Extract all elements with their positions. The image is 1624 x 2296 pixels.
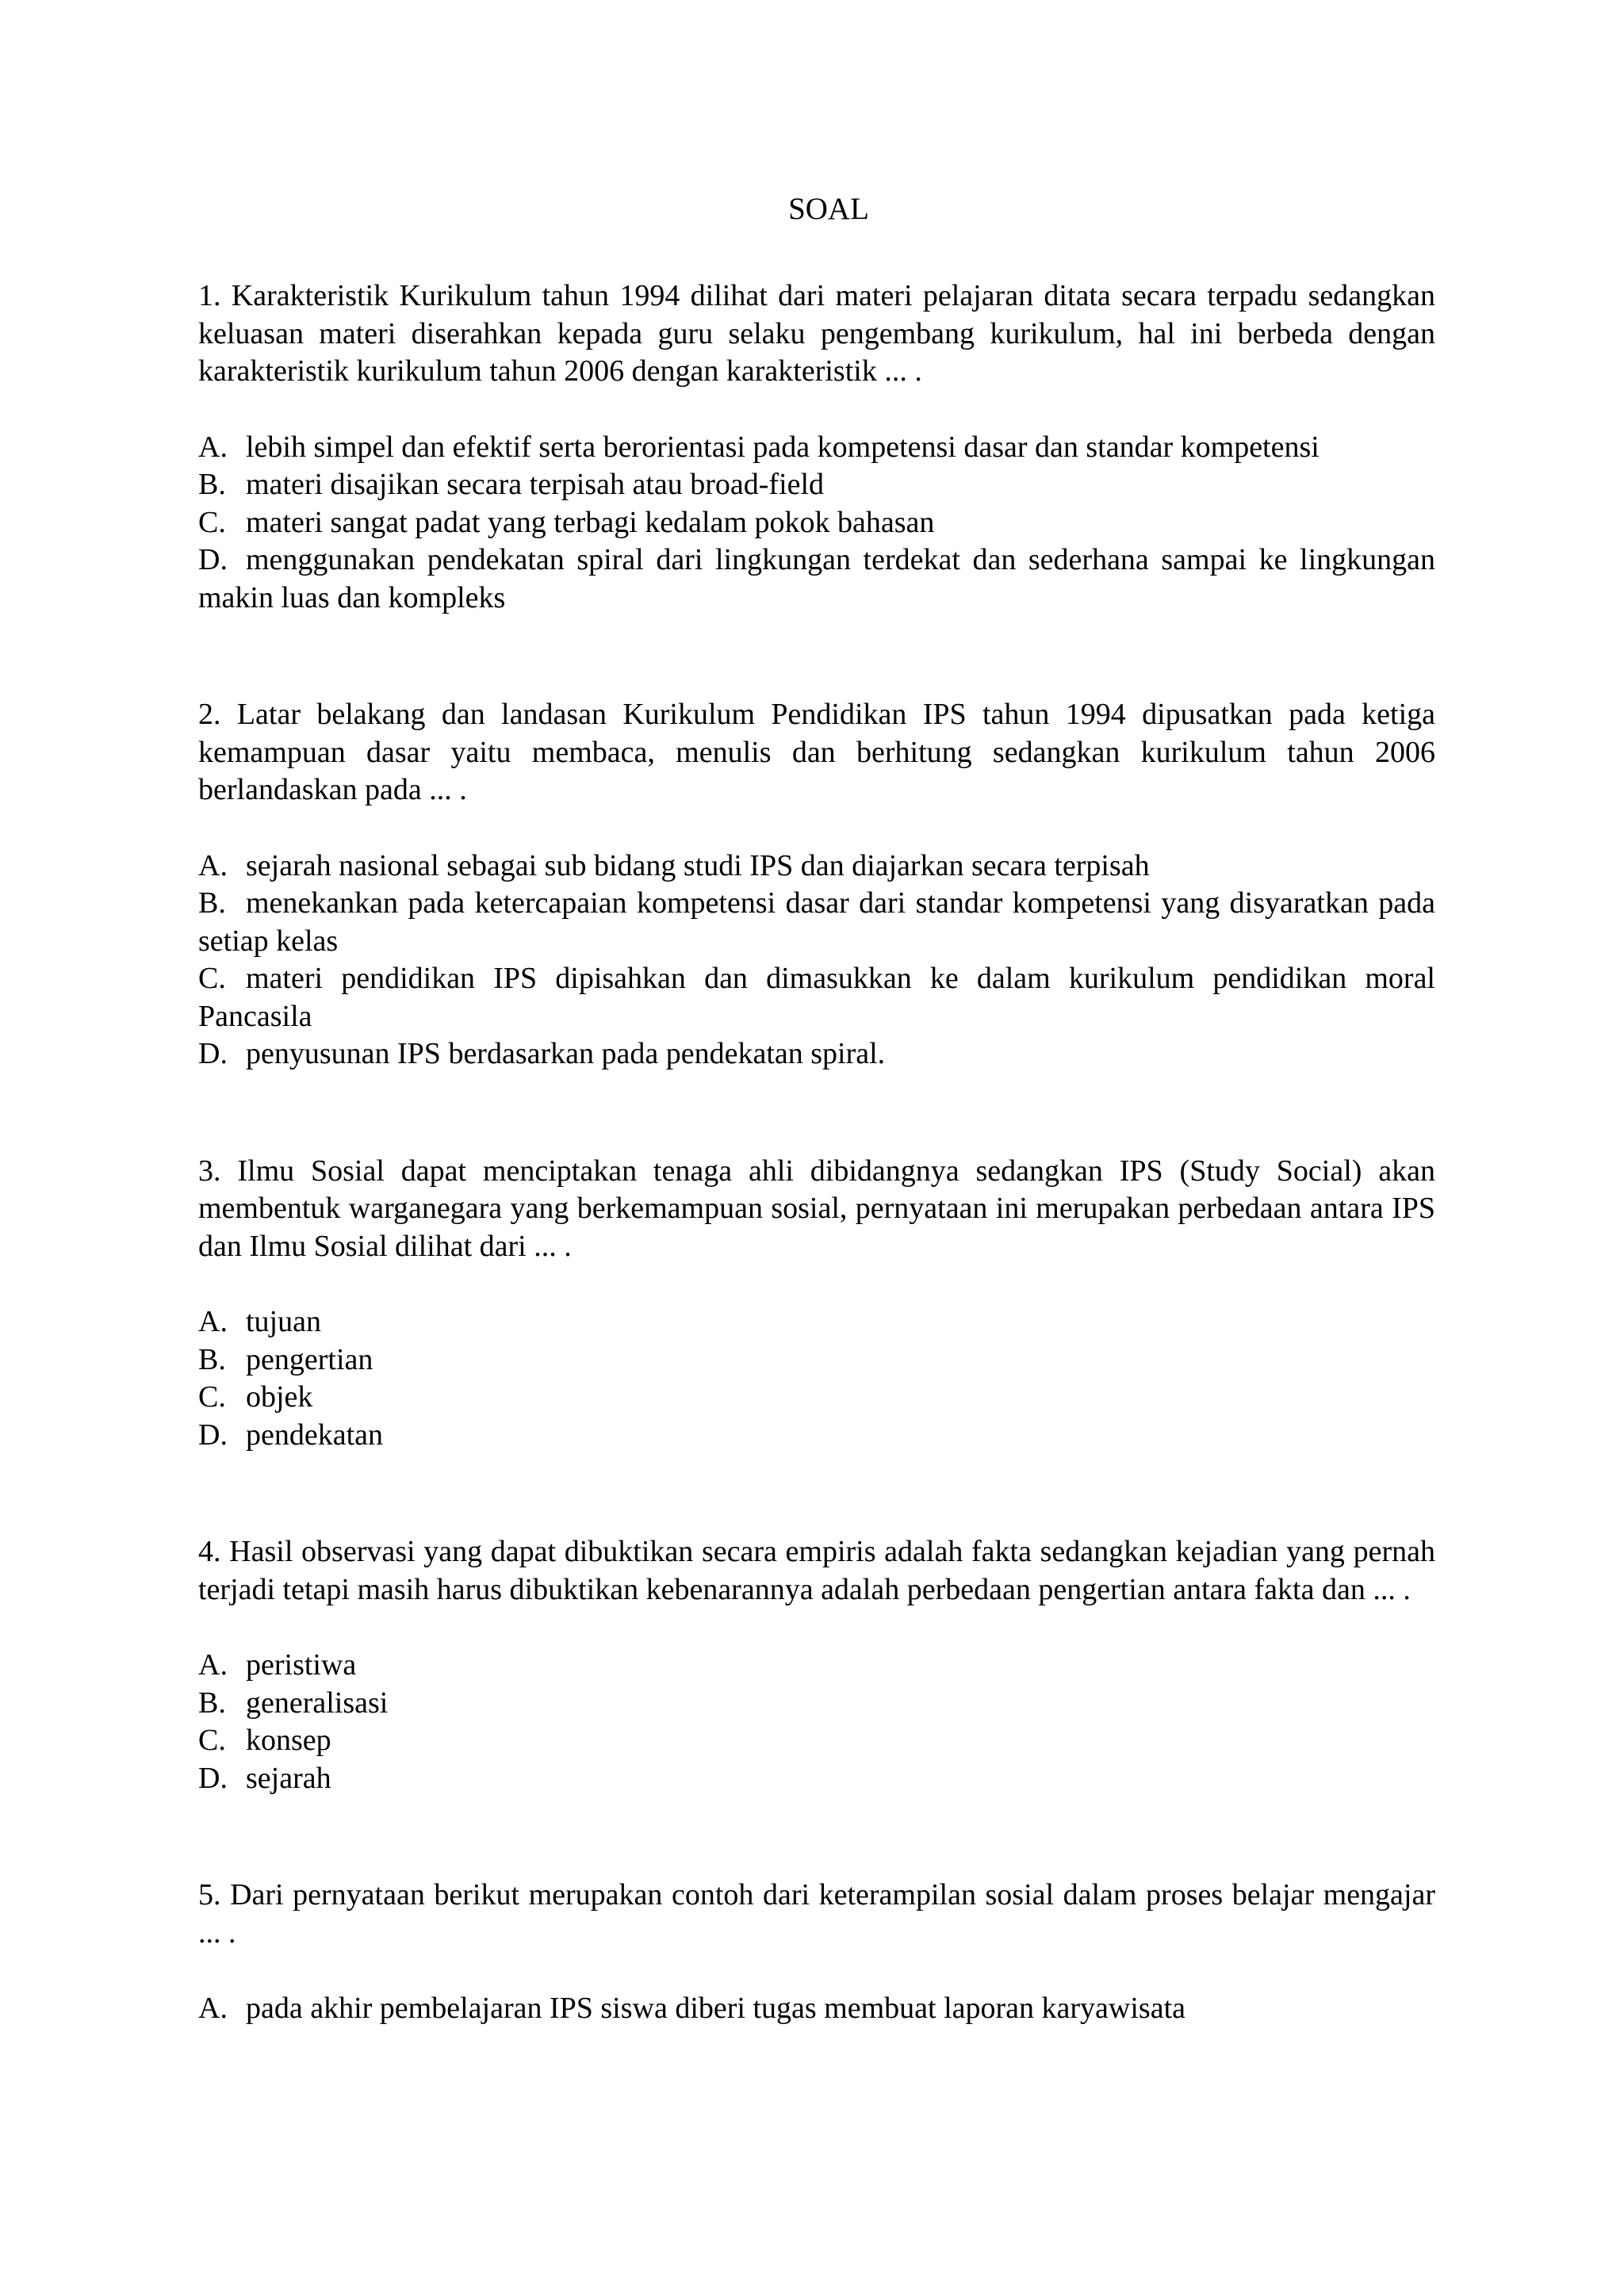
option-letter: A. <box>198 1305 228 1338</box>
answer-options <box>198 1303 1435 1454</box>
option-text: konsep <box>246 1724 331 1757</box>
question-2 <box>198 696 1435 1073</box>
question-text: 4. Hasil observasi yang dapat dibuktikan secara empiris adalah fakta sedangkan kejadian yang pernah terjadi tetapi masih harus dibuktikan kebenarannya adalah perbedaan pengertian antara fakta dan ... . <box>198 1535 1435 1606</box>
option-letter: D. <box>198 1761 228 1795</box>
option-text: tujuan <box>246 1305 321 1338</box>
option-b <box>198 466 1435 504</box>
question-text: 5. Dari pernyataan berikut merupakan contoh dari keterampilan sosial dalam proses belajar mengajar ... . <box>198 1878 1435 1950</box>
option-letter: C. <box>198 1380 226 1414</box>
option-text: pendekatan <box>246 1418 384 1452</box>
option-letter: C. <box>198 1724 226 1757</box>
answer-options <box>198 429 1435 618</box>
option-d <box>198 1417 1435 1455</box>
option-text: materi sangat padat yang terbagi kedalam pokok bahasan <box>246 505 935 539</box>
question-5 <box>198 1877 1435 2028</box>
option-a <box>198 848 1435 886</box>
option-letter: A. <box>198 848 228 882</box>
spacer <box>198 1073 1435 1153</box>
spacer <box>198 617 1435 696</box>
option-a <box>198 429 1435 467</box>
option-text: peristiwa <box>246 1648 357 1682</box>
option-text: materi pendidikan IPS dipisahkan dan dimasukkan ke dalam kurikulum pendidikan moral Pancasila <box>198 962 1435 1033</box>
option-d <box>198 1035 1435 1073</box>
option-letter: D. <box>198 543 228 576</box>
option-letter: A. <box>198 430 228 464</box>
option-text: lebih simpel dan efektif serta berorientasi pada kompetensi dasar dan standar kompetensi <box>246 430 1320 464</box>
question-text: 1. Karakteristik Kurikulum tahun 1994 dilihat dari materi pelajaran ditata secara terpadu sedangkan keluasan materi diserahkan kepada guru selaku pengembang kurikulum, hal ini berbeda dengan karakteristik kurikulum tahun 2006 dengan karakteristik ... . <box>198 279 1435 388</box>
option-c <box>198 960 1435 1035</box>
question-1 <box>198 277 1435 617</box>
option-letter: C. <box>198 962 226 995</box>
option-b <box>198 1685 1435 1723</box>
spacer <box>198 1797 1435 1877</box>
answer-options <box>198 1647 1435 1797</box>
option-letter: A. <box>198 1648 228 1682</box>
option-d <box>198 1760 1435 1798</box>
option-b <box>198 885 1435 960</box>
spacer <box>198 1454 1435 1533</box>
option-letter: C. <box>198 505 226 539</box>
option-letter: B. <box>198 886 226 920</box>
option-c <box>198 1379 1435 1417</box>
option-text: pada akhir pembelajaran IPS siswa diberi tugas membuat laporan karyawisata <box>246 1992 1185 2025</box>
option-a <box>198 1990 1435 2028</box>
option-text: pengertian <box>246 1342 373 1376</box>
option-d <box>198 541 1435 617</box>
option-letter: A. <box>198 1992 228 2025</box>
document-page <box>198 190 1435 2028</box>
page-title: SOAL <box>788 192 869 226</box>
option-a <box>198 1647 1435 1685</box>
option-c <box>198 504 1435 542</box>
option-text: menggunakan pendekatan spiral dari lingkungan terdekat dan sederhana sampai ke lingkungan makin luas dan kompleks <box>198 543 1435 614</box>
option-a <box>198 1303 1435 1341</box>
option-text: generalisasi <box>246 1686 389 1720</box>
option-c <box>198 1722 1435 1760</box>
option-letter: B. <box>198 468 226 501</box>
question-text: 2. Latar belakang dan landasan Kurikulum Pendidikan IPS tahun 1994 dipusatkan pada ketiga kemampuan dasar yaitu membaca, menulis dan berhitung sedangkan kurikulum tahun 2006 berlandaskan pada ... . <box>198 698 1435 806</box>
option-text: sejarah nasional sebagai sub bidang studi IPS dan diajarkan secara terpisah <box>246 848 1150 882</box>
option-text: menekankan pada ketercapaian kompetensi dasar dari standar kompetensi yang disyaratkan pada setiap kelas <box>198 886 1435 958</box>
option-letter: D. <box>198 1418 228 1452</box>
option-letter: B. <box>198 1686 226 1720</box>
question-text: 3. Ilmu Sosial dapat menciptakan tenaga ahli dibidangnya sedangkan IPS (Study Social) akan membentuk warganegara yang berkemampuan sosial, pernyataan ini merupakan perbedaan antara IPS dan Ilmu Sosial dilihat dari ... . <box>198 1154 1435 1263</box>
option-letter: B. <box>198 1342 226 1376</box>
answer-options <box>198 1990 1435 2028</box>
option-text: objek <box>246 1380 313 1414</box>
option-text: materi disajikan secara terpisah atau broad-field <box>246 468 825 501</box>
option-text: sejarah <box>246 1761 331 1795</box>
option-letter: D. <box>198 1037 228 1070</box>
option-text: penyusunan IPS berdasarkan pada pendekatan spiral. <box>246 1037 886 1070</box>
question-3 <box>198 1153 1435 1455</box>
question-4 <box>198 1533 1435 1797</box>
option-b <box>198 1341 1435 1380</box>
answer-options <box>198 848 1435 1073</box>
